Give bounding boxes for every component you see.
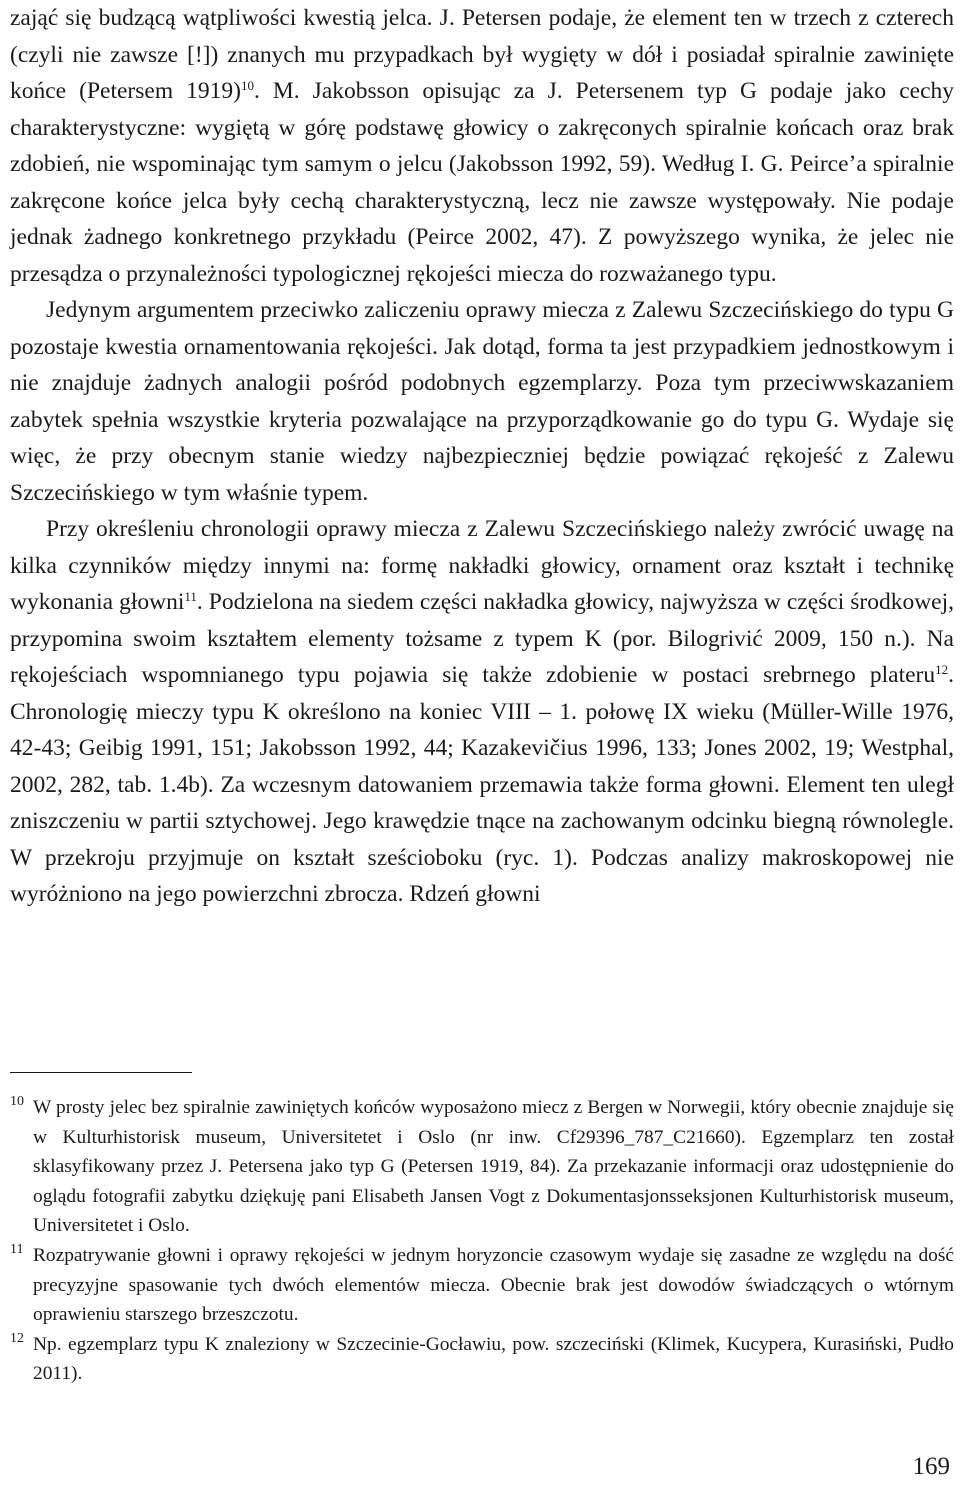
paragraph-1-part-a: zająć się budzącą wątpliwości kwestią jelca. J. Petersen podaje, że element ten w trzech z czterech (czyli nie zawsze [!]) znanych mu przypadkach był wygięty w dół i posiadał spiralnie zawinięte końce (Petersem 1919)	[10, 5, 954, 104]
paragraph-1	[10, 0, 954, 292]
footnote-text: Rozpatrywanie głowni i oprawy rękojeści w jednym horyzoncie czasowym wydaje się zasadne ze względu na dość precyzyjne spasowanie tych dwóch elementów miecza. Obecnie brak jest dowodów świadczących o wtórnym oprawieniu starszego brzeszczotu.	[33, 1244, 954, 1326]
footnote-11	[10, 1241, 954, 1330]
paragraph-3-part-b: . Podzielona na siedem części nakładka głowicy, najwyższa w części środkowej, przypomina swoim kształtem elementy tożsame z typem K (por. Bilogrivić 2009, 150 n.). Na rękojeściach wspomnianego typu pojawia się także zdobienie w postaci srebrnego plateru	[10, 589, 955, 688]
page-body	[10, 0, 954, 913]
footnote-ref-10[interactable]: 10	[240, 78, 254, 94]
footnotes	[10, 1093, 954, 1389]
footnote-10	[10, 1093, 954, 1241]
footnote-number: 12	[10, 1330, 24, 1346]
page-number: 169	[912, 1453, 950, 1480]
paragraph-2: Jedynym argumentem przeciwko zaliczeniu oprawy miecza z Zalewu Szczecińskiego do typu G pozostaje kwestia ornamentowania rękojeści. Jak dotąd, forma ta jest przypadkiem jednostkowym i nie znajduje żadnych analogii pośród podobnych egzemplarzy. Poza tym przeciwwskazaniem zabytek spełnia wszystkie kryteria pozwalające na przyporządkowanie go do typu G. Wydaje się więc, że przy obecnym stanie wiedzy najbezpieczniej będzie powiązać rękojeść z Zalewu Szczecińskiego w tym właśnie typem.	[10, 297, 954, 506]
paragraph-1-part-b: . M. Jakobsson opisując za J. Petersenem typ G podaje jako cechy charakterystyczne: wygiętą w górę podstawę głowicy o zakręconych spiralnie końcach oraz brak zdobień, nie wspominając tym samym o jelcu (Jakobsson 1992, 59). Według I. G. Peirce’a spiralnie zakręcone końce jelca były cechą charakterystyczną, lecz nie zawsze występowały. Nie podaje jednak żadnego konkretnego przykładu (Peirce 2002, 47). Z powyższego wynika, że jelec nie przesądza o przynależności typologicznej rękojeści miecza do rozważanego typu.	[10, 78, 954, 287]
footnote-number: 11	[10, 1241, 24, 1257]
paragraph-3-part-c: . Chronologię mieczy typu K określono na koniec VIII – 1. połowę IX wieku (Müller-Wille 1976, 42-43; Geibig 1991, 151; Jakobsson 1992, 44; Kazakevičius 1996, 133; Jones 2002, 19; Westphal, 2002, 282, tab. 1.4b). Za wczesnym datowaniem przemawia także forma głowni. Element ten uległ zniszczeniu w partii sztychowej. Jego krawędzie tnące na zachowanym odcinku biegną równolegle. W przekroju przyjmuje on kształt sześcioboku (ryc. 1). Podczas analizy makroskopowej nie wyróżniono na jego powierzchni zbrocza. Rdzeń głowni	[10, 662, 954, 907]
paragraph-3	[10, 511, 954, 913]
footnote-divider	[10, 1072, 192, 1073]
footnote-text: Np. egzemplarz typu K znaleziony w Szczecinie-Gocławiu, pow. szczeciński (Klimek, Kucypera, Kurasiński, Pudło 2011).	[33, 1333, 954, 1385]
footnote-ref-12[interactable]: 12	[935, 662, 949, 678]
footnote-ref-11[interactable]: 11	[184, 589, 197, 605]
footnote-text: W prosty jelec bez spiralnie zawiniętych końców wyposażono miecz z Bergen w Norwegii, który obecnie znajduje się w Kulturhistorisk museum, Universitetet i Oslo (nr inw. Cf29396_787_C21660). Egzemplarz ten został sklasyfikowany przez J. Petersena jako typ G (Petersen 1919, 84). Za przekazanie informacji oraz udostępnienie do oglądu fotografii zabytku dziękuję pani Elisabeth Jansen Vogt z Dokumentasjonsseksjonen Kulturhistorisk museum, Universitetet i Oslo.	[33, 1097, 954, 1237]
footnote-12	[10, 1330, 954, 1389]
paragraph-3-part-a: Przy określeniu chronologii oprawy miecza z Zalewu Szczecińskiego należy zwrócić uwagę na kilka czynników między innymi na: formę nakładki głowicy, ornament oraz kształt i technikę wykonania głowni	[10, 516, 954, 615]
footnote-number: 10	[10, 1094, 24, 1109]
main-text	[10, 0, 954, 913]
